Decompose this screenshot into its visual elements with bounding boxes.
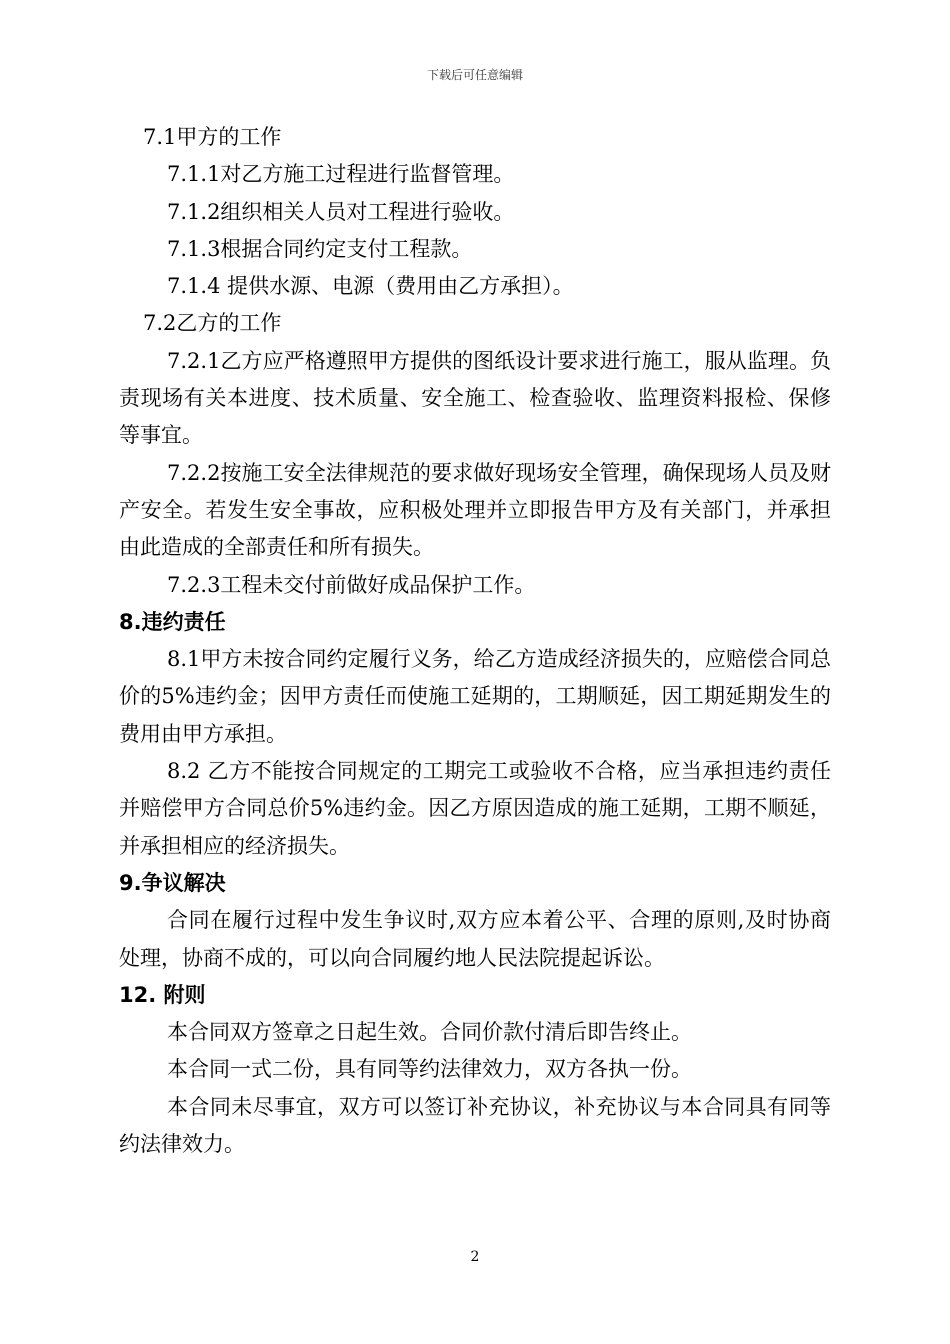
page-header: 下载后可任意编辑 bbox=[426, 68, 523, 82]
document-body bbox=[119, 119, 831, 1163]
clause-12-2: 本合同一式二份，具有同等约法律效力，双方各执一份。 bbox=[167, 1057, 692, 1082]
section-8-title: 8.违约责任 bbox=[119, 609, 226, 634]
clause-8-1: 8.1甲方未按合同约定履行义务，给乙方造成经济损失的，应赔偿合同总价的5%违约金；因甲方责任而使施工延期的，工期顺延，因工期延期发生的费用由甲方承担。 bbox=[119, 647, 831, 746]
clause-12-3: 本合同未尽事宜，双方可以签订补充协议，补充协议与本合同具有同等约法律效力。 bbox=[119, 1094, 831, 1157]
clause-7-2-2: 7.2.2按施工安全法律规范的要求做好现场安全管理，确保现场人员及财产安全。若发生安全事故，应积极处理并立即报告甲方及有关部门，并承担由此造成的全部责任和所有损失。 bbox=[119, 460, 831, 560]
clause-7-2-1: 7.2.1乙方应严格遵照甲方提供的图纸设计要求进行施工，服从监理。负责现场有关本进度、技术质量、安全施工、检查验收、监理资料报检、保修等事宜。 bbox=[119, 348, 831, 448]
clause-8-2: 8.2 乙方不能按合同规定的工期完工或验收不合格，应当承担违约责任并赔偿甲方合同总价5%违约金。因乙方原因造成的施工延期，工期不顺延，并承担相应的经济损失。 bbox=[119, 759, 831, 858]
section-9-title: 9.争议解决 bbox=[119, 870, 226, 895]
section-7-1-title: 7.1甲方的工作 bbox=[143, 125, 282, 149]
clause-7-1-1: 7.1.1对乙方施工过程进行监督管理。 bbox=[167, 162, 515, 187]
clause-9-1: 合同在履行过程中发生争议时,双方应本着公平、合理的原则,及时协商处理，协商不成的，可以向合同履约地人民法院提起诉讼。 bbox=[119, 908, 831, 970]
section-7-2-title: 7.2乙方的工作 bbox=[143, 311, 282, 336]
clause-7-1-4: 7.1.4 提供水源、电源（费用由乙方承担）。 bbox=[167, 274, 574, 299]
clause-7-1-3: 7.1.3根据合同约定支付工程款。 bbox=[167, 236, 473, 261]
clause-12-1: 本合同双方签章之日起生效。合同价款付清后即告终止。 bbox=[167, 1020, 692, 1045]
clause-7-2-3: 7.2.3工程未交付前做好成品保护工作。 bbox=[167, 572, 536, 597]
clause-7-1-2: 7.1.2组织相关人员对工程进行验收。 bbox=[167, 199, 515, 224]
page-number: 2 bbox=[470, 1249, 480, 1265]
section-12-title: 12. 附则 bbox=[119, 982, 206, 1007]
